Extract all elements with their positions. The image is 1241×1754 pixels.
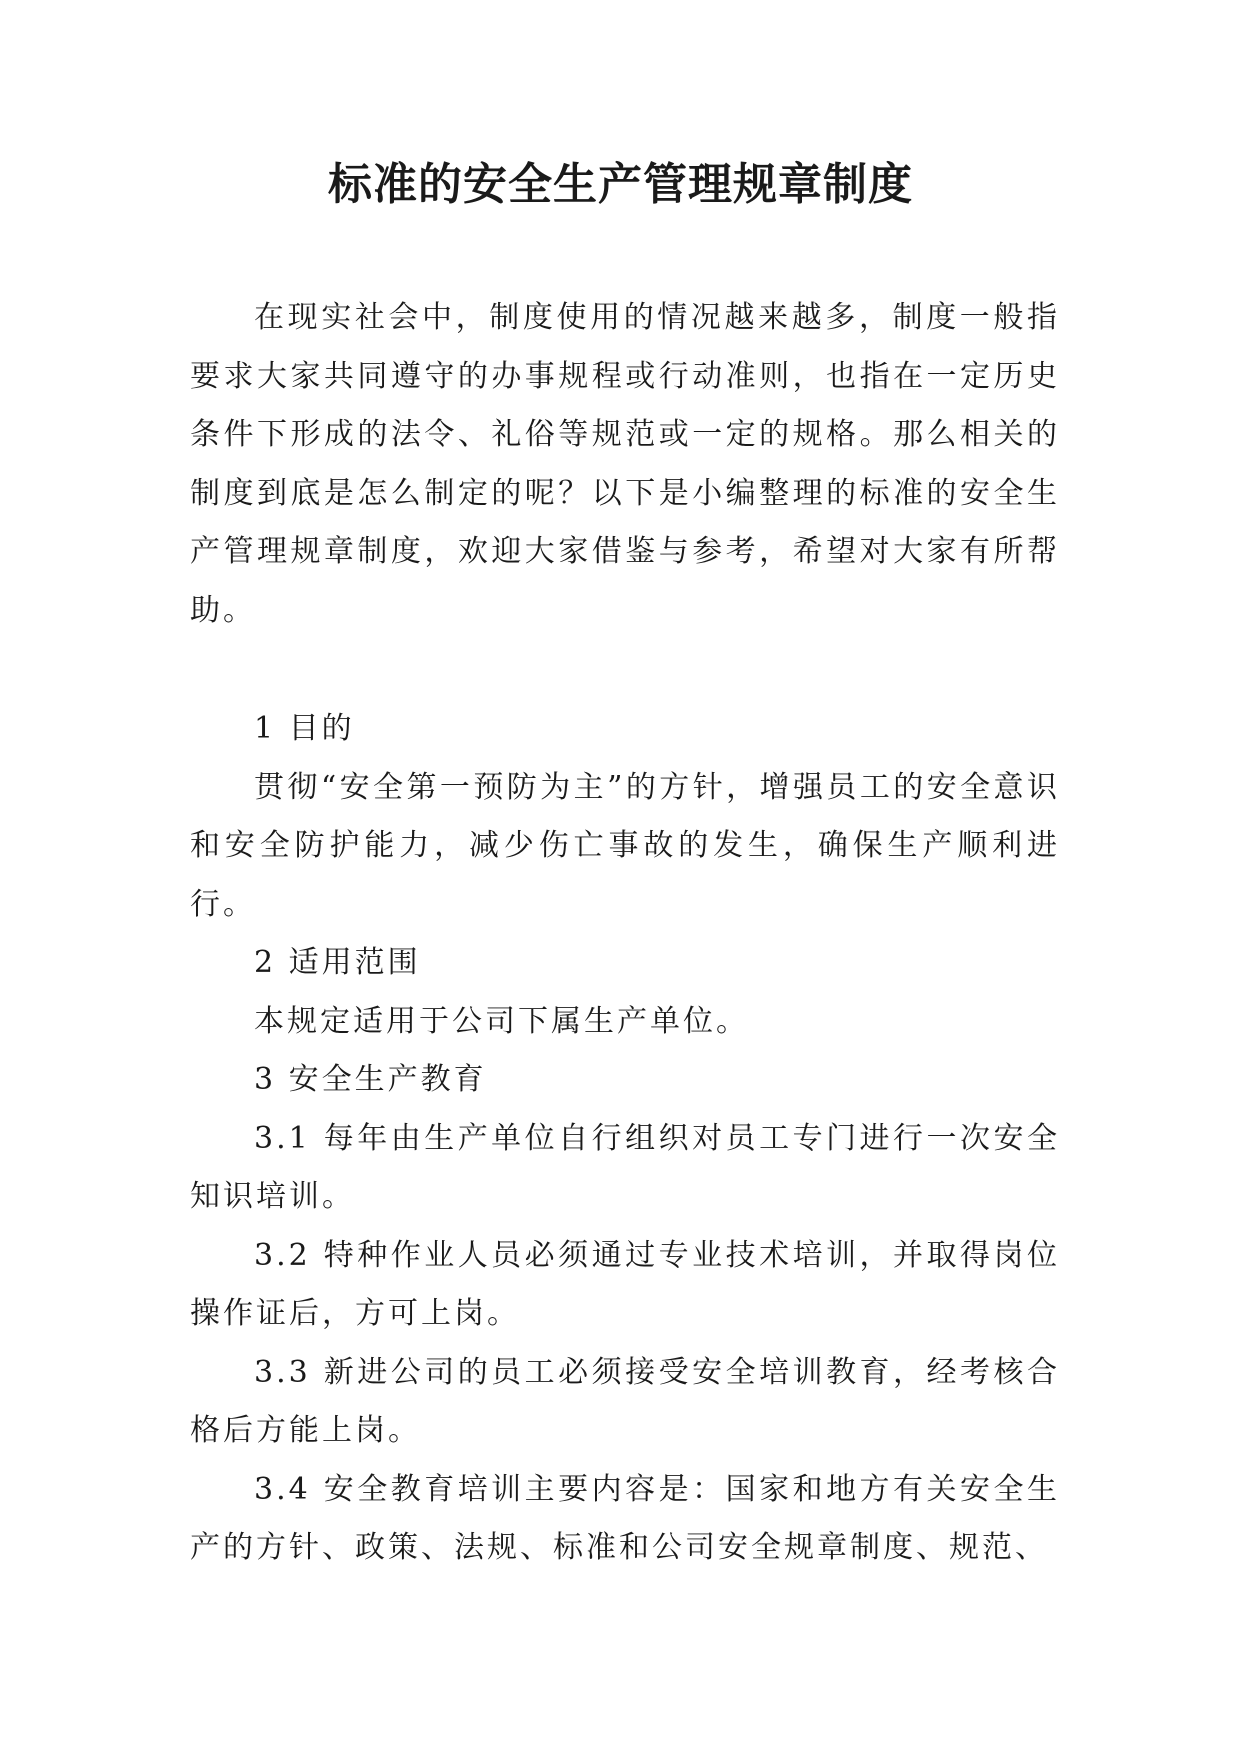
section-3-2-text: 3.2 特种作业人员必须通过专业技术培训，并取得岗位操作证后，方可上岗。	[190, 1237, 1060, 1331]
paragraph-gap	[190, 640, 1060, 700]
section-3-4-text: 3.4 安全教育培训主要内容是：国家和地方有关安全生产的方针、政策、法规、标准和公司安全规章制度、规范、	[190, 1471, 1060, 1565]
section-2-heading: 2 适用范围	[254, 945, 421, 980]
intro-paragraph: 在现实社会中，制度使用的情况越来越多，制度一般指要求大家共同遵守的办事规程或行动准则，也指在一定历史条件下形成的法令、礼俗等规范或一定的规格。那么相关的制度到底是怎么制定的呢？以下是小编整理的标准的安全生产管理规章制度，欢迎大家借鉴与参考，希望对大家有所帮助。	[190, 300, 1060, 628]
section-1-text: 贯彻“安全第一预防为主”的方针，增强员工的安全意识和安全防护能力，减少伤亡事故的发生，确保生产顺利进行。	[190, 769, 1060, 922]
section-3-1-text: 3.1 每年由生产单位自行组织对员工专门进行一次安全知识培训。	[190, 1120, 1060, 1214]
document-title: 标准的安全生产管理规章制度	[328, 159, 913, 210]
section-3-3-text: 3.3 新进公司的员工必须接受安全培训教育，经考核合格后方能上岗。	[190, 1354, 1060, 1448]
section-2-text: 本规定适用于公司下属生产单位。	[254, 1003, 749, 1039]
section-1-heading: 1 目的	[254, 711, 355, 746]
section-3-heading: 3 安全生产教育	[254, 1062, 487, 1097]
document-body	[190, 289, 1060, 1578]
